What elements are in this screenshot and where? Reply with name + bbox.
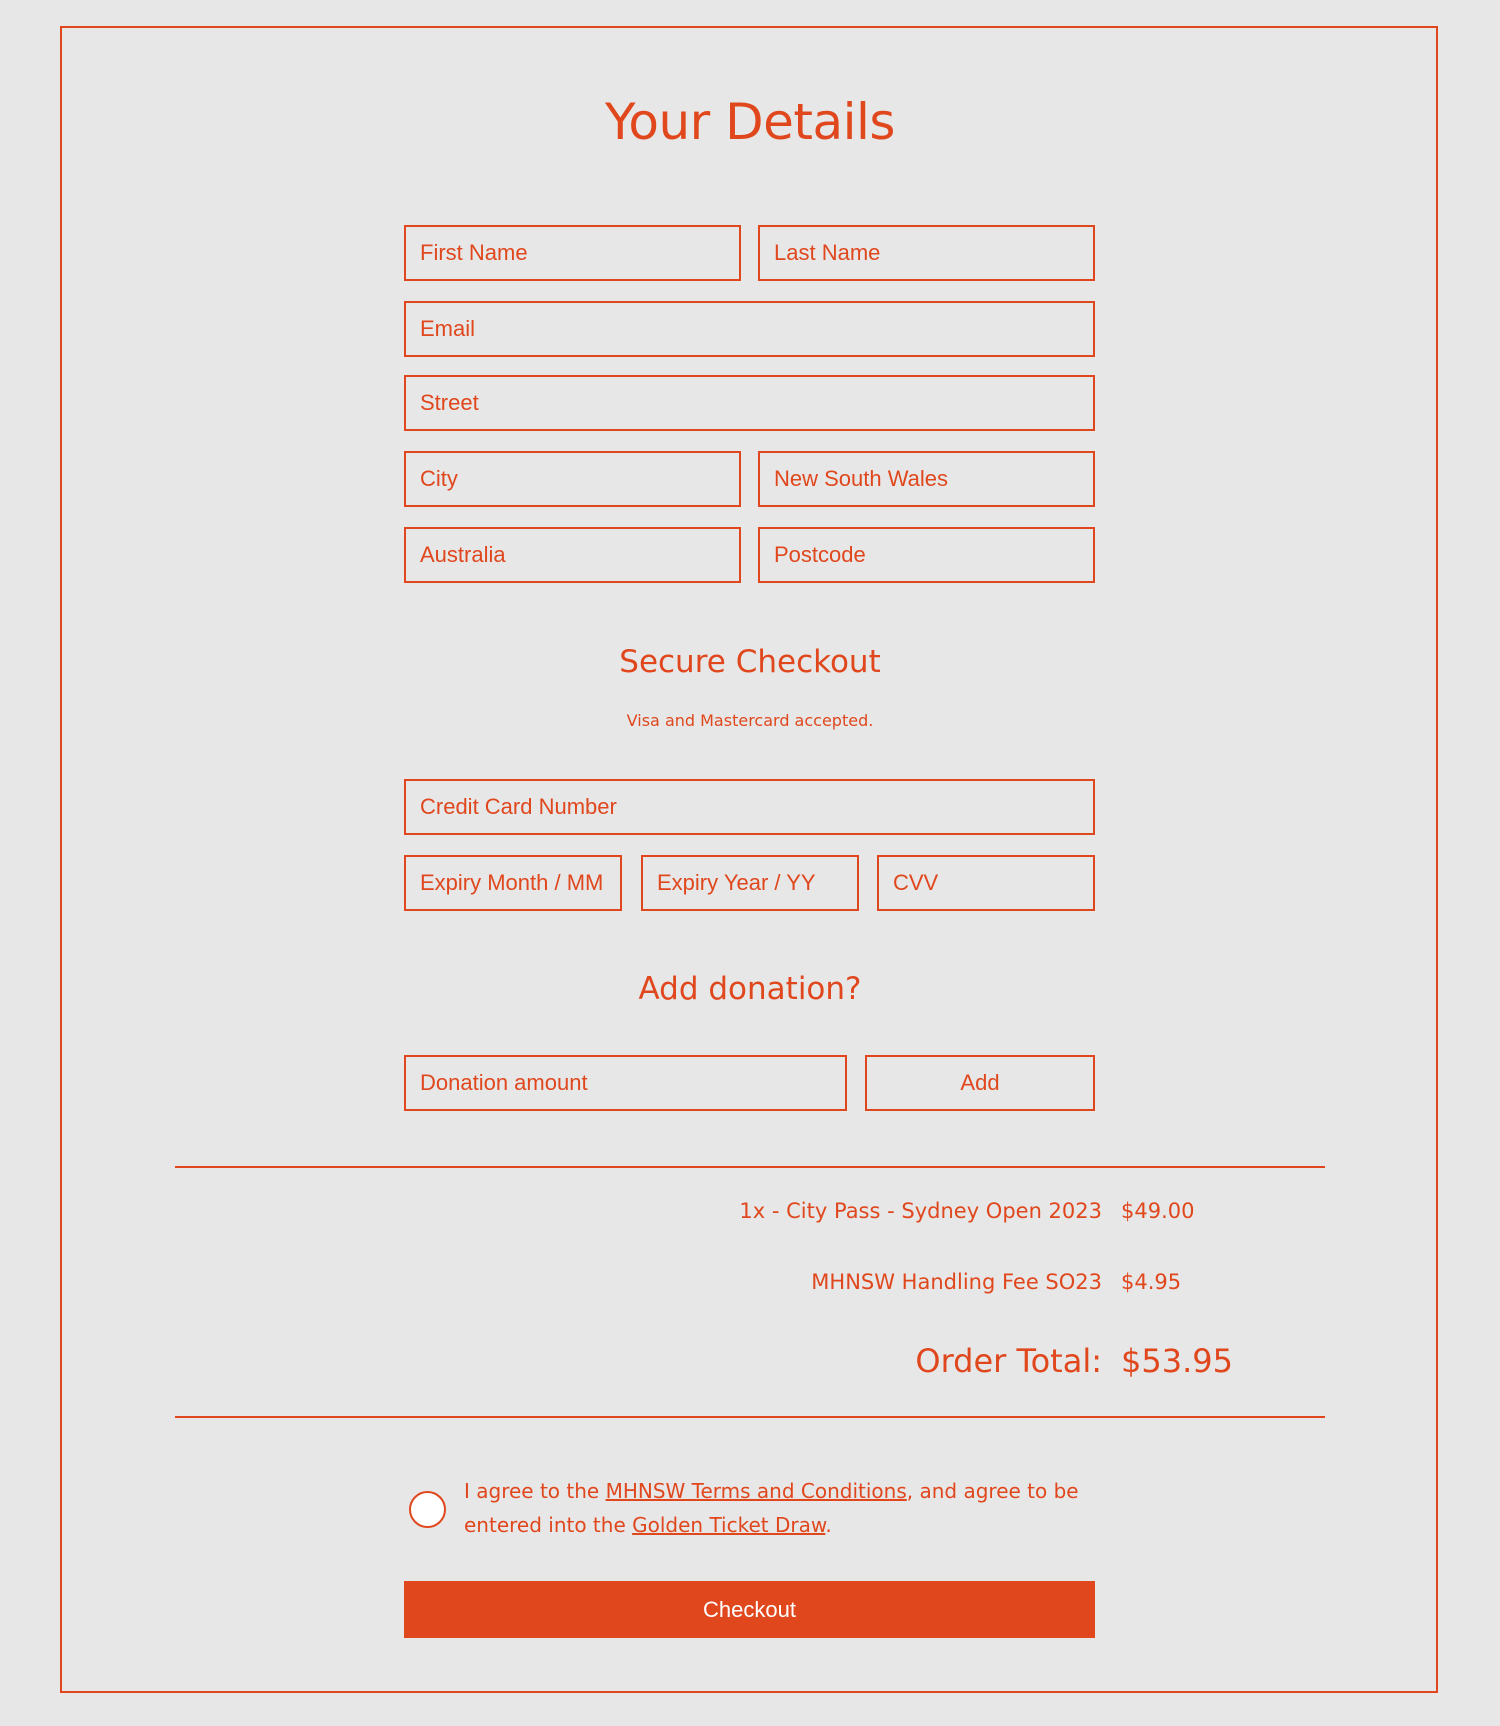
donation-heading: Add donation? — [638, 971, 862, 1007]
city-input[interactable] — [404, 451, 741, 507]
order-item-price: $4.95 — [1121, 1270, 1182, 1294]
expiry-month-input[interactable] — [404, 855, 622, 911]
first-name-input[interactable] — [404, 225, 741, 281]
checkout-button[interactable]: Checkout — [404, 1581, 1095, 1638]
terms-link[interactable]: MHNSW Terms and Conditions — [605, 1479, 907, 1503]
golden-ticket-link[interactable]: Golden Ticket Draw — [632, 1513, 826, 1537]
card-number-input[interactable] — [404, 779, 1095, 835]
agree-checkbox[interactable] — [409, 1491, 446, 1528]
order-divider-bottom — [175, 1416, 1325, 1418]
order-total-label: Order Total: — [915, 1342, 1102, 1380]
order-total-value: $53.95 — [1121, 1342, 1233, 1380]
last-name-input[interactable] — [758, 225, 1095, 281]
secure-checkout-heading: Secure Checkout — [619, 644, 881, 680]
postcode-input[interactable] — [758, 527, 1095, 583]
agreement-text: I agree to the MHNSW Terms and Conditions, and agree to be entered into the Golden Ticket Draw. — [464, 1479, 1079, 1537]
street-input[interactable] — [404, 375, 1095, 431]
page-title: Your Details — [605, 93, 895, 151]
order-divider-top — [175, 1166, 1325, 1168]
cvv-input[interactable] — [877, 855, 1095, 911]
state-input[interactable] — [758, 451, 1095, 507]
order-item-price: $49.00 — [1121, 1199, 1195, 1223]
order-item-label: 1x - City Pass - Sydney Open 2023 — [739, 1199, 1102, 1223]
order-item-label: MHNSW Handling Fee SO23 — [811, 1270, 1102, 1294]
accepted-cards-note: Visa and Mastercard accepted. — [626, 711, 874, 730]
expiry-year-input[interactable] — [641, 855, 859, 911]
country-input[interactable] — [404, 527, 741, 583]
email-input[interactable] — [404, 301, 1095, 357]
donation-amount-input[interactable] — [404, 1055, 847, 1111]
add-donation-button[interactable]: Add — [865, 1055, 1095, 1111]
